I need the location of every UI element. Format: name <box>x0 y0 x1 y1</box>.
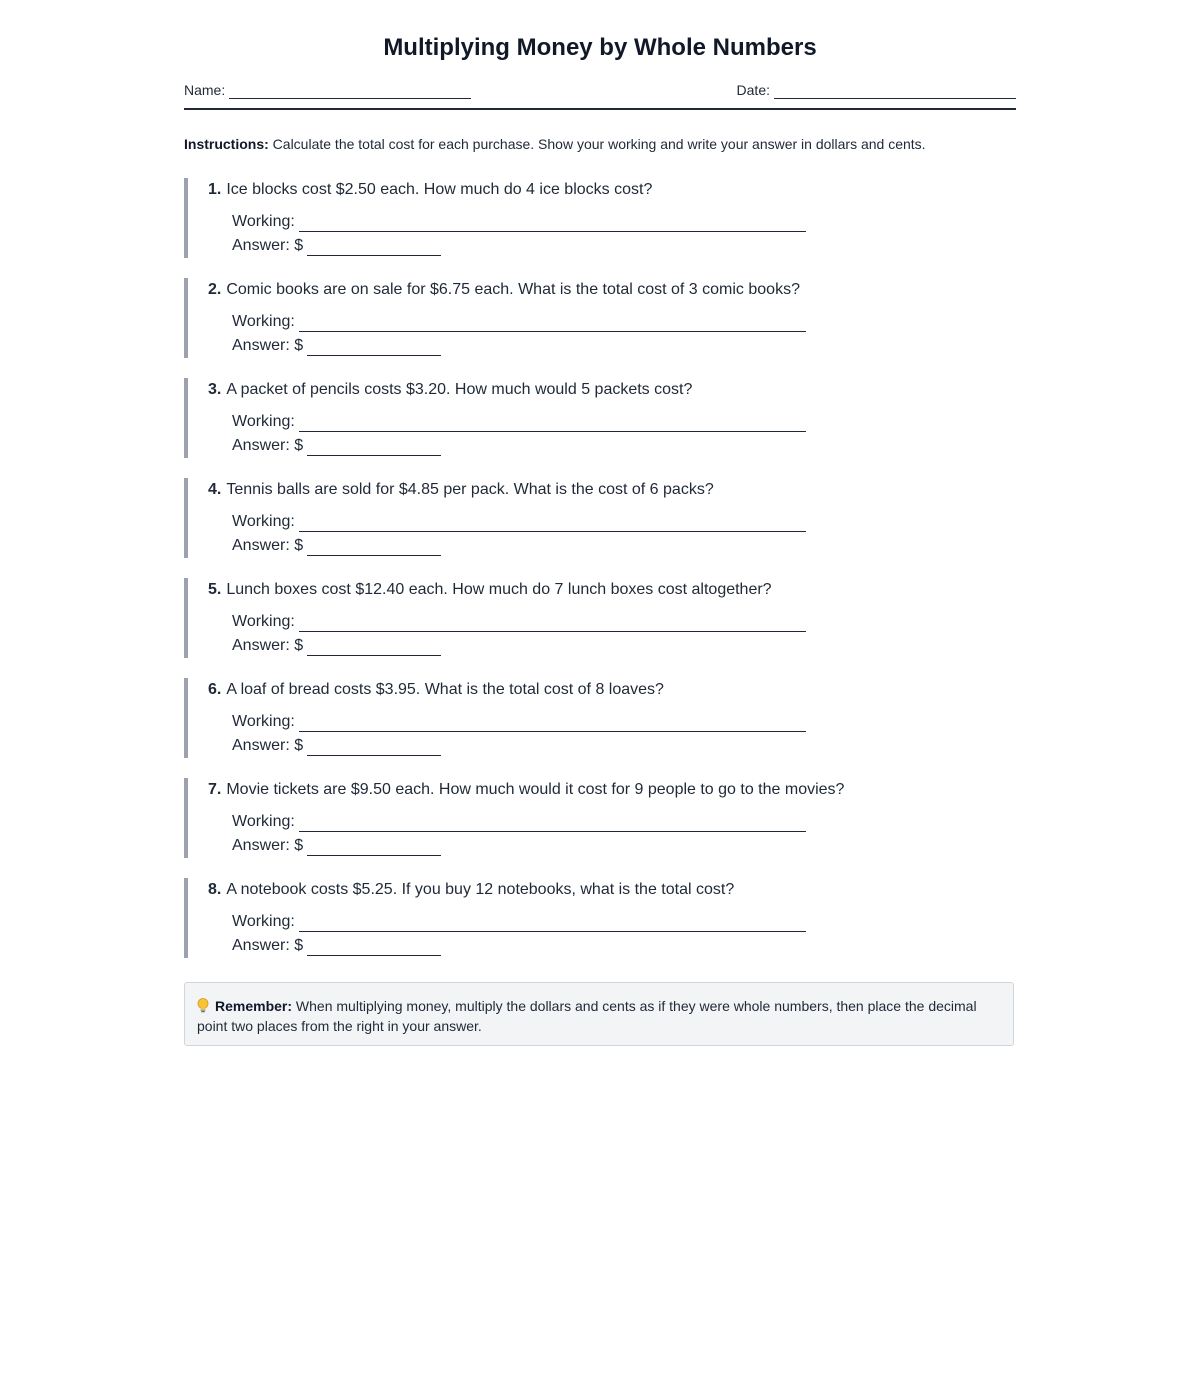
question-4 <box>184 478 1016 558</box>
question-text <box>208 180 652 200</box>
working-label: Working: <box>232 413 295 430</box>
question-text <box>208 680 664 700</box>
question-number: 5. <box>208 581 222 598</box>
working-row <box>232 712 806 732</box>
working-label: Working: <box>232 913 295 930</box>
instructions <box>184 135 1016 153</box>
instructions-text: Calculate the total cost for each purchase. Show your working and write your answer in dollars and cents. <box>272 136 926 152</box>
question-text <box>208 480 714 500</box>
working-row <box>232 512 806 532</box>
question-body: Ice blocks cost $2.50 each. How much do 4 ice blocks cost? <box>226 181 653 198</box>
header-row <box>184 80 1016 110</box>
answer-blank[interactable] <box>307 738 441 756</box>
lightbulb-icon <box>197 998 209 1012</box>
question-number: 3. <box>208 381 222 398</box>
answer-label: Answer: $ <box>232 337 304 354</box>
working-label: Working: <box>232 313 295 330</box>
working-row <box>232 412 806 432</box>
answer-row <box>232 836 441 856</box>
remember-text: When multiplying money, multiply the dollars and cents as if they were whole numbers, then place the decimal point two places from the right in your answer. <box>197 998 977 1034</box>
working-label: Working: <box>232 813 295 830</box>
instructions-label: Instructions: <box>184 136 269 152</box>
answer-blank[interactable] <box>307 638 441 656</box>
answer-row <box>232 436 441 456</box>
question-text <box>208 280 800 300</box>
answer-row <box>232 636 441 656</box>
question-8 <box>184 878 1016 958</box>
answer-label: Answer: $ <box>232 737 304 754</box>
question-body: Lunch boxes cost $12.40 each. How much do 7 lunch boxes cost altogether? <box>226 581 772 598</box>
answer-blank[interactable] <box>307 338 441 356</box>
name-blank[interactable] <box>229 82 471 99</box>
question-body: A loaf of bread costs $3.95. What is the total cost of 8 loaves? <box>226 681 664 698</box>
working-blank[interactable] <box>299 514 806 532</box>
answer-label: Answer: $ <box>232 437 304 454</box>
question-3 <box>184 378 1016 458</box>
question-text <box>208 380 692 400</box>
answer-row <box>232 736 441 756</box>
working-row <box>232 812 806 832</box>
page-title: Multiplying Money by Whole Numbers <box>383 34 817 61</box>
working-row <box>232 612 806 632</box>
working-blank[interactable] <box>299 714 806 732</box>
question-body: Movie tickets are $9.50 each. How much would it cost for 9 people to go to the movies? <box>226 781 845 798</box>
question-body: A packet of pencils costs $3.20. How much would 5 packets cost? <box>226 381 693 398</box>
question-1 <box>184 178 1016 258</box>
question-body: A notebook costs $5.25. If you buy 12 notebooks, what is the total cost? <box>226 881 735 898</box>
answer-label: Answer: $ <box>232 537 304 554</box>
name-field <box>184 81 471 99</box>
answer-row <box>232 236 441 256</box>
question-number: 7. <box>208 781 222 798</box>
answer-blank[interactable] <box>307 938 441 956</box>
remember-label: Remember: <box>215 998 293 1014</box>
question-text <box>208 780 844 800</box>
question-number: 4. <box>208 481 222 498</box>
question-6 <box>184 678 1016 758</box>
working-row <box>232 312 806 332</box>
answer-blank[interactable] <box>307 238 441 256</box>
working-blank[interactable] <box>299 214 806 232</box>
question-number: 1. <box>208 181 222 198</box>
question-2 <box>184 278 1016 358</box>
question-text <box>208 580 772 600</box>
question-7 <box>184 778 1016 858</box>
answer-label: Answer: $ <box>232 237 304 254</box>
answer-row <box>232 536 441 556</box>
date-label: Date: <box>736 82 770 98</box>
remember-box <box>184 982 1014 1046</box>
question-number: 2. <box>208 281 222 298</box>
question-body: Tennis balls are sold for $4.85 per pack. What is the cost of 6 packs? <box>226 481 714 498</box>
working-label: Working: <box>232 713 295 730</box>
working-row <box>232 212 806 232</box>
working-blank[interactable] <box>299 914 806 932</box>
name-label: Name: <box>184 82 226 98</box>
date-field <box>737 81 1016 99</box>
question-5 <box>184 578 1016 658</box>
question-number: 6. <box>208 681 222 698</box>
working-label: Working: <box>232 613 295 630</box>
answer-blank[interactable] <box>307 438 441 456</box>
question-text <box>208 880 734 900</box>
question-number: 8. <box>208 881 222 898</box>
answer-label: Answer: $ <box>232 937 304 954</box>
answer-label: Answer: $ <box>232 637 304 654</box>
working-blank[interactable] <box>299 314 806 332</box>
answer-row <box>232 336 441 356</box>
working-blank[interactable] <box>299 614 806 632</box>
working-blank[interactable] <box>299 414 806 432</box>
answer-row <box>232 936 441 956</box>
question-body: Comic books are on sale for $6.75 each. What is the total cost of 3 comic books? <box>226 281 800 298</box>
answer-blank[interactable] <box>307 838 441 856</box>
working-label: Working: <box>232 513 295 530</box>
answer-label: Answer: $ <box>232 837 304 854</box>
working-row <box>232 912 806 932</box>
working-blank[interactable] <box>299 814 806 832</box>
answer-blank[interactable] <box>307 538 441 556</box>
working-label: Working: <box>232 213 295 230</box>
date-blank[interactable] <box>774 82 1016 99</box>
